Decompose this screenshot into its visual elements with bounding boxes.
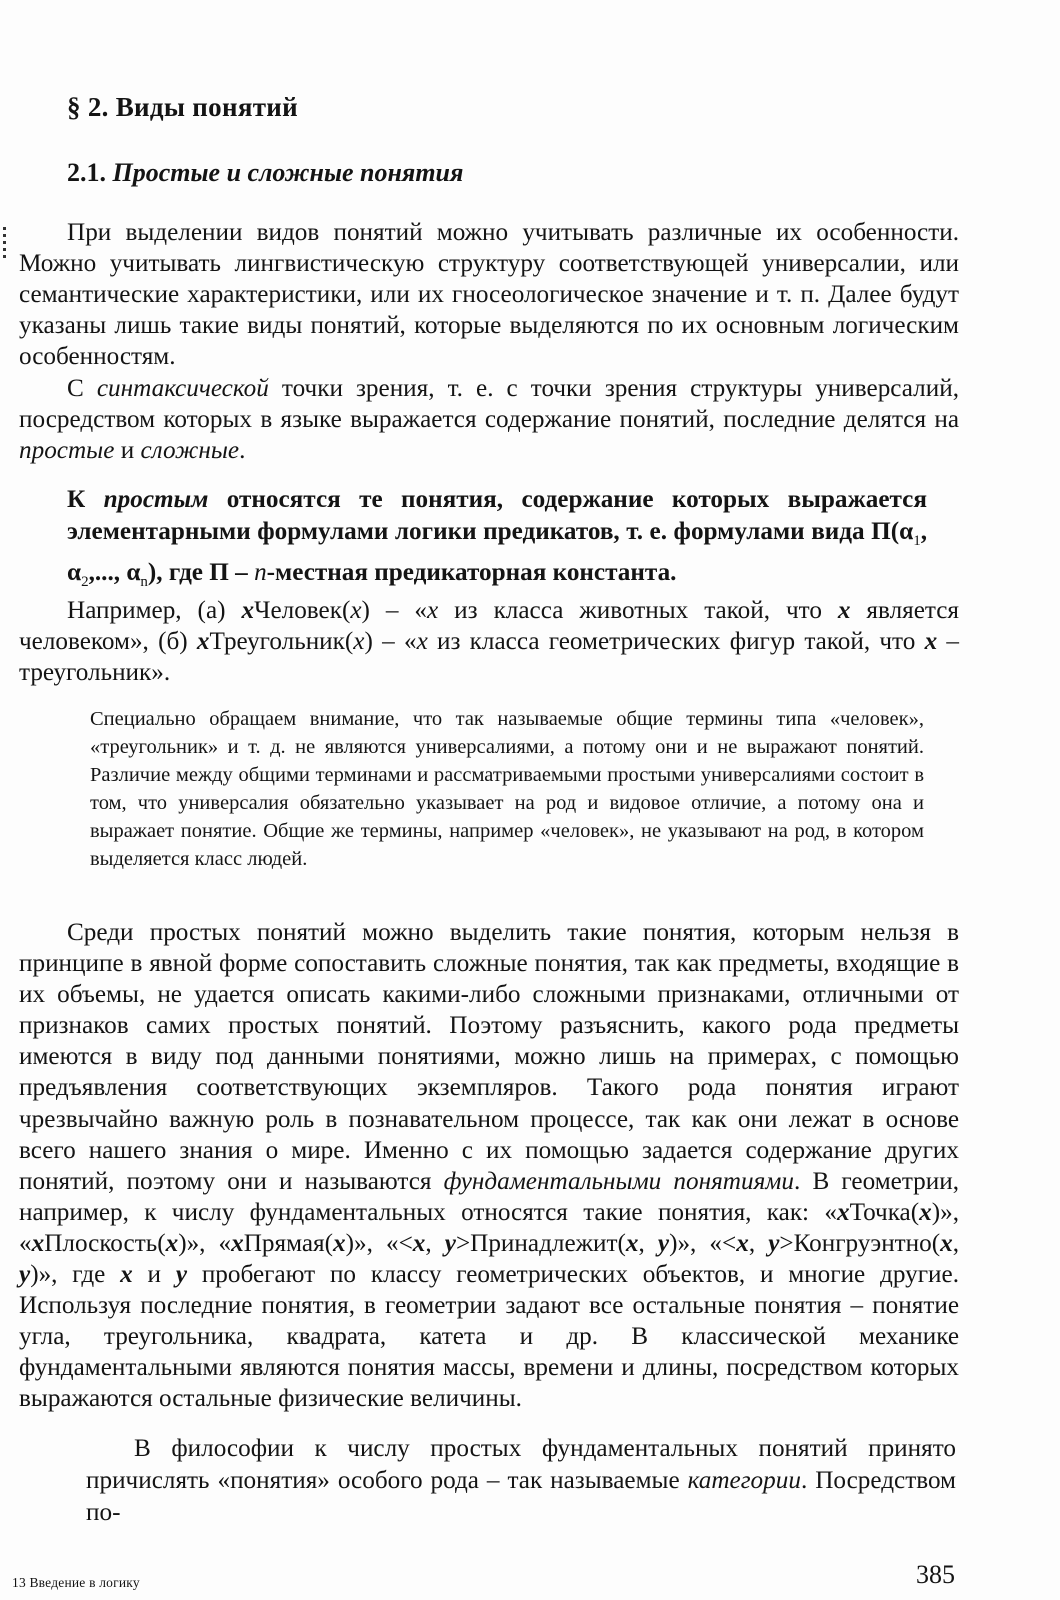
text: является человеком», (б): [19, 597, 959, 656]
subscript: 1: [913, 533, 921, 550]
variable: y: [768, 1229, 780, 1257]
definition-simple-concepts: [67, 484, 927, 598]
variable: x: [837, 1198, 850, 1226]
variable: x: [196, 628, 210, 656]
variable: x: [416, 628, 428, 656]
text: ,: [952, 1229, 960, 1257]
variable: x: [919, 1198, 932, 1226]
text: точки зрения, т. е. с точки зрения структуры универсалий, посредством которых в языке выражается содержание понятий, последние делятся на: [19, 375, 960, 434]
variable: x: [625, 1229, 639, 1257]
text: . В геометрии, например, к числу фундаментальных относятся такие понятия, как: «: [19, 1167, 959, 1226]
variable: x: [412, 1229, 426, 1257]
text: Среди простых понятий можно выделить такие понятия, которым нельзя в принципе в явной форме сопоставить сложные понятия, так как предметы, входящие в их объемы, не удается описать какими-либо сложными признаками, отличными от признаков самих простых понятий. Поэтому разъяснить, какого рода предметы имеются в виду под данными понятиями, можно лишь на примерах, с помощью предъявления соответствующих экземпляров. Такого рода понятия играют чрезвычайно важную роль в познавательном процессе, так как они лежат в основе всего нашего знания о мире. Именно с их помощью задается содержание других понятий, поэтому они и называются: [19, 919, 959, 1195]
text: ,..., α: [88, 559, 141, 587]
margin-mark: [3, 227, 6, 265]
variable: x: [231, 1229, 244, 1257]
text: )», «: [19, 1198, 959, 1257]
variable: x: [165, 1229, 179, 1257]
page-number: 385: [916, 1560, 955, 1589]
text: ,: [638, 1229, 658, 1257]
text: )», где: [30, 1261, 121, 1289]
subsection-title: [67, 158, 463, 188]
paragraph-example: [19, 595, 959, 688]
section-title: § 2. Виды понятий: [67, 92, 299, 122]
text: ,: [425, 1229, 445, 1257]
text: Треугольник(: [209, 628, 354, 656]
text: , α: [67, 518, 927, 587]
term-fundamental: фундаментальными понятиями: [443, 1167, 794, 1195]
variable: y: [657, 1229, 670, 1257]
variable: x: [940, 1229, 953, 1257]
variable: n: [254, 559, 267, 587]
subsection-name: Простые и сложные понятия: [112, 158, 464, 187]
text: )», «: [178, 1229, 232, 1257]
text: >Принадлежит(: [455, 1229, 626, 1257]
paragraph-intro: При выделении видов понятий можно учитывать различные их особенности. Можно учитывать лингвистическую структуру соответствующей универсалии, или семантические характеристики, или их гносеологическое значение и т. п. Далее будут указаны лишь такие виды понятий, которые выделяются по их основным логическим особенностям.: [19, 219, 959, 371]
variable: x: [120, 1261, 133, 1289]
text: -местная предикаторная константа.: [266, 559, 677, 587]
term-complex: сложные: [140, 437, 240, 465]
text: из класса животных такой, что: [438, 597, 838, 624]
variable: x: [241, 597, 255, 624]
text: >Конгруэнтно(: [779, 1229, 941, 1257]
text: пробегают по классу геометрических объектов, и многие другие. Используя последние понятия, в геометрии задают все остальные понятия – понятие угла, треугольника, квадрата, катета и др. В классической механике фундаментальными являются понятия массы, времени и длины, посредством которых выражаются остальные физические величины.: [19, 1261, 959, 1413]
variable: x: [736, 1229, 749, 1257]
text: Прямая(: [243, 1229, 334, 1257]
variable: x: [333, 1229, 346, 1257]
subsection-number: 2.1.: [67, 158, 106, 187]
variable: x: [924, 628, 938, 656]
variable: y: [444, 1229, 456, 1257]
paragraph-fundamental-concepts: [19, 917, 959, 1415]
variable: x: [837, 597, 851, 624]
variable: x: [353, 628, 365, 656]
text: Например, (а): [67, 597, 242, 624]
text: из класса геометрических фигур такой, что: [427, 628, 925, 656]
variable: x: [350, 597, 362, 624]
variable: y: [175, 1261, 188, 1289]
term-syntactic: синтаксической: [96, 375, 269, 402]
term-categories: категории: [687, 1467, 801, 1494]
term-simple: простым: [103, 486, 209, 513]
text: В философии к числу простых фундаментальных понятий принято причислять «понятия» особого рода – так называемые: [86, 1435, 956, 1494]
subscript: n: [140, 574, 148, 591]
text: ) – «: [361, 597, 428, 624]
text: Человек(: [254, 597, 351, 624]
text: и: [114, 437, 141, 465]
text: )», «<: [345, 1229, 413, 1257]
term-simple: простые: [19, 437, 115, 465]
text: ) – «: [364, 628, 417, 656]
text: ), где П –: [147, 559, 255, 587]
text: С: [67, 375, 97, 402]
text: .: [239, 437, 246, 465]
note-general-terms: Специально обращаем внимание, что так называемые общие термины типа «человек», «треугольник» и т. д. не являются универсалиями, а потому они и не выражают понятий. Различие между общими терминами и рассматриваемыми простыми универсалиями состоит в том, что универсалия обязательно указывает на род и видовое отличие, а потому она и выражает понятие. Общие же термины, например «человек», не указывают на род, в котором выделяется класс людей.: [90, 708, 924, 870]
variable: x: [31, 1229, 45, 1257]
text: ,: [748, 1229, 769, 1257]
paragraph-syntactic: [19, 373, 959, 466]
text: и: [132, 1261, 176, 1289]
text: – треугольник».: [19, 628, 959, 687]
paragraph-philosophy: [86, 1433, 956, 1529]
text: Точка(: [849, 1198, 920, 1226]
text: К: [67, 486, 104, 513]
variable: x: [427, 597, 439, 624]
subscript: 2: [81, 574, 89, 591]
footer-signature: 13 Введение в логику: [12, 1575, 140, 1590]
text: )», «<: [669, 1229, 737, 1257]
text: . Посредством по-: [86, 1467, 956, 1526]
text: относятся те понятия, содержание которых выражается элементарными формулами логики предикатов, т. е. формулами вида П(α: [67, 486, 927, 545]
text: Плоскость(: [44, 1229, 166, 1257]
variable: y: [19, 1261, 31, 1289]
